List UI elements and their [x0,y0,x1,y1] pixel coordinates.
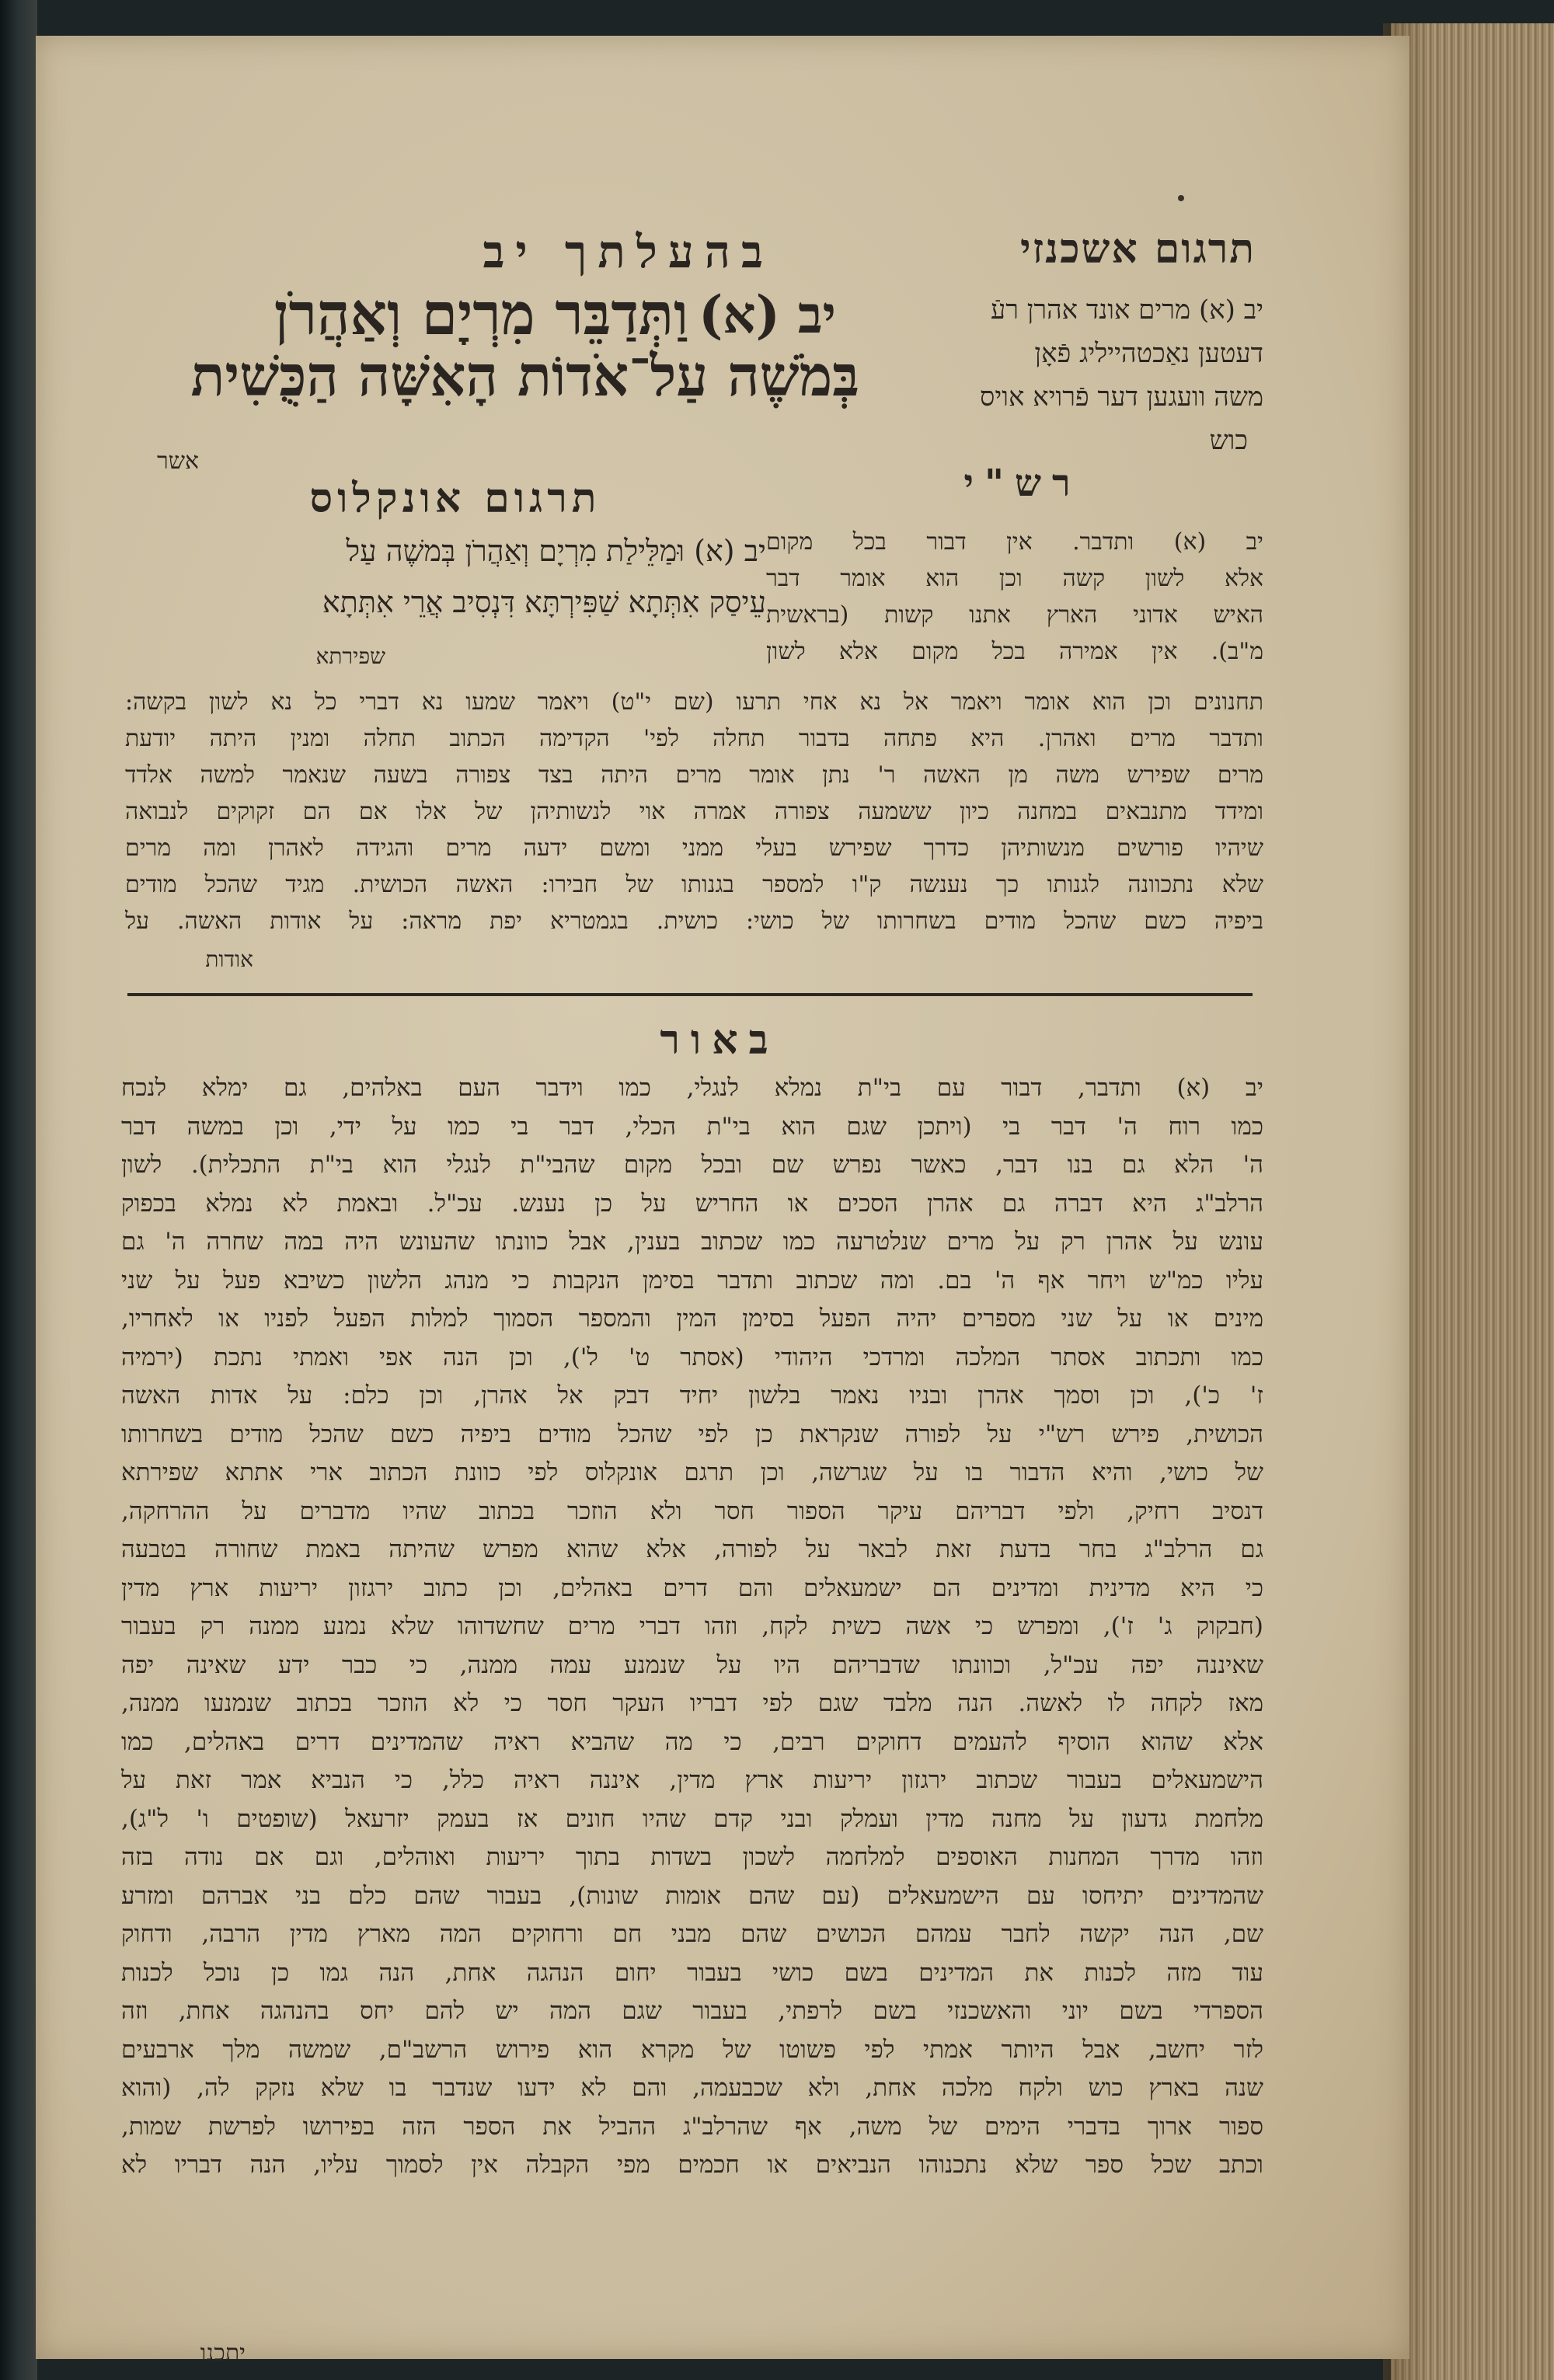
biur-line: יב (א) ותדבר, דבור עם בי"ת נמלא לנגלי, כמו וידבר העם באלהים, גם ימלא לנכח [121,1074,1263,1102]
book-binding-edge [0,0,37,2380]
onkelos-line: יב (א) וּמַלֵּילַת מִרְיָם וְאַהֲרֹן בְּמשֶׁה עַל [346,534,766,568]
parasha-header: בהעלתך יב [483,225,774,278]
onkelos-text [168,525,766,628]
rashi-line: שיהיו פורשים מנשותיהן כדרך שפירש בעלי ממני ומשם ידעה מרים והגידה לאהרן ומה מרים [125,835,1263,862]
ashkenazi-line: משה וועגען דער פֿרויא אויס [980,382,1263,413]
biur-line: של כושי, והיא הדבור בו על שגרשה, וכן תרגם אונקלוס לפי כוונת הכתוב ארי אתתא שפירתא [121,1458,1263,1486]
rashi-narrow-text [766,524,1263,670]
biur-line: לזר יחשב, אבל היותר אמתי לפי פשוטו של מקרא הוא פירוש הרשב"ם, שמשה מלך ארבעים [121,2035,1263,2064]
biur-line: הכושית, פירש רש"י על לפורה שנקראת כן לפי שהכל מודים ביפיה כשם שהכל מודים בשחרותו [121,1420,1263,1448]
biur-line: שהמדינים יתיחסו עם הישמעאלים (עם שהם אומות שונות), בעבור שהם כלם בני אברהם ומזרע [121,1881,1263,1910]
biur-line: שאיננה יפה עכ"ל, וכוונתו שדבריהם היו על שנמנע עמה ממנה, כי כבר ידע שאינה יפה [121,1650,1263,1679]
verse-line-2: בְּמֹשֶׁה עַל־אֹדוֹת הָאִשָּׁה הַכֻּשִׁית [190,343,859,409]
biur-line: ז' כ'), וכן וסמך אהרן ובניו נאמר בלשון יחיד דבק אל אהרן, וכן כלם: על אדות האשה [121,1382,1263,1410]
rashi-line: ומידד מתנבאים במחנה כיון ששמעה צפורה אמרה אוי לנשותיהן של אלו אם הם זקוקים לנבואה [125,798,1263,825]
onkelos-line: עֵיסַק אִתְּתָא שַׁפִּירְתָּא דִּנְסִיב אֲרֵי אִתְּתָא [322,585,766,619]
rashi-line: שלא נתכוונה לגנותו כך נענשה ק"ו למספר בגנותו של חבירו: האשה הכושית. מגיד שהכל מודים [125,871,1263,898]
rashi-line: אלא לשון קשה וכן הוא אומר דבר [766,565,1263,592]
biur-line: שם, הנה יקשה לחבר עמהם הכושים שהם מבני חם ורחוקים המה מארץ מדין הרבה, ודחוק [121,1920,1263,1948]
biur-line: דנסיב רחיק, ולפי דבריהם עיקר הספור חסר ולא הוזכר בכתוב שהיו מדברים על ההרחקה, [121,1497,1263,1525]
rashi-catchword: אודות [205,946,253,972]
targum-ashkenazi-header: תרגום אשכנזי [1020,225,1256,273]
biur-line: ה' הלא גם בנו דבר, כאשר נפרש שם ובכל מקום שהבי"ת לנגלי הוא בי"ת התכלית). לשון [121,1151,1263,1179]
biur-line: עונש על אהרן רק על מרים שנלטרעה כמו שכתוב בענין, אבל כוונתו שהעונש היה במה שחרה ה' גם [121,1228,1263,1256]
biur-line: אלא שהוא הוסיף להעמים דחוקים רבים, כי מה שהביא ראיה שהמדינים דרים באהלים, כמו [121,1727,1263,1756]
biur-line: הישמעאלים בעבור שכתוב ירגזון יריעות ארץ מדין, איננה ראיה כלל, כי הנביא אמר זאת על [121,1766,1263,1794]
biur-line: שנה בארץ כוש ולקח מלכה אחת, ולא שכבעמה, והם לא ידעו שנדבר בו שלא נזקק לה, (והוא [121,2074,1263,2102]
biur-line: וכתב שכל ספר שלא נתכנוהו הנביאים או חכמים מפי הקבלה אין לסמוך עליו, הנה דבריו לא [121,2151,1263,2179]
biur-line: (חבקוק ג' ז'), ומפרש כי אשה כשית לקח, וזהו דברי מרים שחשדוהו שלא נמנע ממנה רק בעבור [121,1612,1263,1640]
onkelos-title: תרגום אונקלוס [309,475,601,522]
rashi-line: ותדבר מרים ואהרן. היא פתחה בדבור תחלה לפי' הקדימה הכתוב תחלה ומנין היתה יודעת [125,725,1263,752]
ashkenazi-line: דעטען נאַכטהייליג פֿאָן [1034,338,1263,369]
rashi-line: האיש אדוני הארץ אתנו קשות (בראשית [766,601,1263,629]
biur-line: ספור ארוך בדברי הימים של משה, אף שהרלב"ג ההביל את הספר הזה בפירושו לפרשת שמות, [121,2112,1263,2141]
verse-line-1: וַתְּדַבֵּר מִרְיָם וְאַהֲרֹן [274,281,688,348]
targum-ashkenazi-text [859,288,1263,462]
biur-line: עוד מזה לכנות את המדינים בשם כושי בעבור יחום הנהגה אחת, הנה גמו כן נוכל לכנות [121,1958,1263,1987]
biur-line: מאז לקחה לו לאשה. הנה מלבד שגם לפי דבריו העקר חסר כי לא הוזכר בכתוב שנמנעו ממנה, [121,1689,1263,1717]
onkelos-catchword: שפירתא [315,643,385,669]
biur-line: הרלב"ג היא דברה גם אהרן הסכים או החריש על כן נענש. עכ"ל. ובאמת לא נמלא בכפוק [121,1189,1263,1218]
rashi-line: ביפיה כשם שהכל מודים בשחרותו של כושי: כושית. בגמטריא יפת מראה: על אודות האשה. על [125,908,1263,935]
rashi-wide-text [125,684,1263,939]
biur-catchword: יתכנו [200,2340,246,2367]
book-page [36,36,1409,2367]
rashi-line: מרים שפירש משה מן האשה ר' נתן אומר מרים היתה בצד צפורה בשעה שנאמר למשה אלדד [125,761,1263,789]
biur-line: מלחמת גדעון על מחנה מדין ועמלק ובני קדם שהיו חונים אז בעמק יזרעאל (שופטים ו' ל"ג), [121,1804,1263,1833]
rashi-line: יב (א) ותדבר. אין דבור בכל מקום [766,528,1263,556]
rashi-line: תחנונים וכן הוא אומר ויאמר אל נא אחי תרעו (שם י"ט) ויאמר שמעו נא דברי כל נא לשון בקשה: [125,688,1263,716]
verse-number: יב (א) [699,284,836,345]
biur-text [121,1069,1263,2185]
ashkenazi-line: כוש [1209,425,1248,456]
biur-line: כמו רוח ה' דבר בי (ויתכן שגם הוא בי"ת הכלי, דבר בי כמו על ידי, וכן במשה דבר [121,1112,1263,1141]
biur-line: הספרדי בשם יוני והאשכנזי בשם לרפתי, בעבור שגם המה יש להם יחס בהנהגה אחת, וזה [121,1997,1263,2025]
verse-catchword: אשר [157,448,199,475]
ashkenazi-line: יב (א) מרים אונד אהרן רעֿ [990,294,1263,326]
biur-line: עליו כמ"ש ויחר אף ה' בם. ומה שכתוב ותדבר בסימן הנקבות כי מנהג הלשון כשיבא פעל על שני [121,1266,1263,1295]
rashi-line: מ"ב). אין אמירה בכל מקום אלא לשון [766,638,1263,665]
section-divider [127,993,1253,996]
biur-line: כמו ותכתוב אסתר המלכה ומרדכי היהודי (אסתר ט' ל'), וכן הנה אפי ואמתי נתכת (ירמיה [121,1343,1263,1371]
biur-title: באור [660,1016,779,1064]
biur-line: וזהו מדרך המחנות האוספים למלחמה לשכון בשדות בתוך יריעות ואוהלים, וגם אם נודה בזה [121,1843,1263,1871]
rashi-title: רש"י [963,462,1082,505]
biur-line: כי היא מדינית ומדינים הם ישמעאלים והם דרים באהלים, וכן כתוב ירגזון יריעות ארץ מדין [121,1573,1263,1602]
biur-line: מינים או על שני מספרים יהיה הפעל בסימן המין והמספר הסמוך למלות הפעל לפניו או לאחריו, [121,1305,1263,1333]
ink-spot [1178,195,1184,201]
biur-line: גם הרלב"ג בחר בדעת זאת לבאר על לפורה, אלא שהוא מפרש שהיתה באמת שחורה בטבעה [121,1535,1263,1563]
